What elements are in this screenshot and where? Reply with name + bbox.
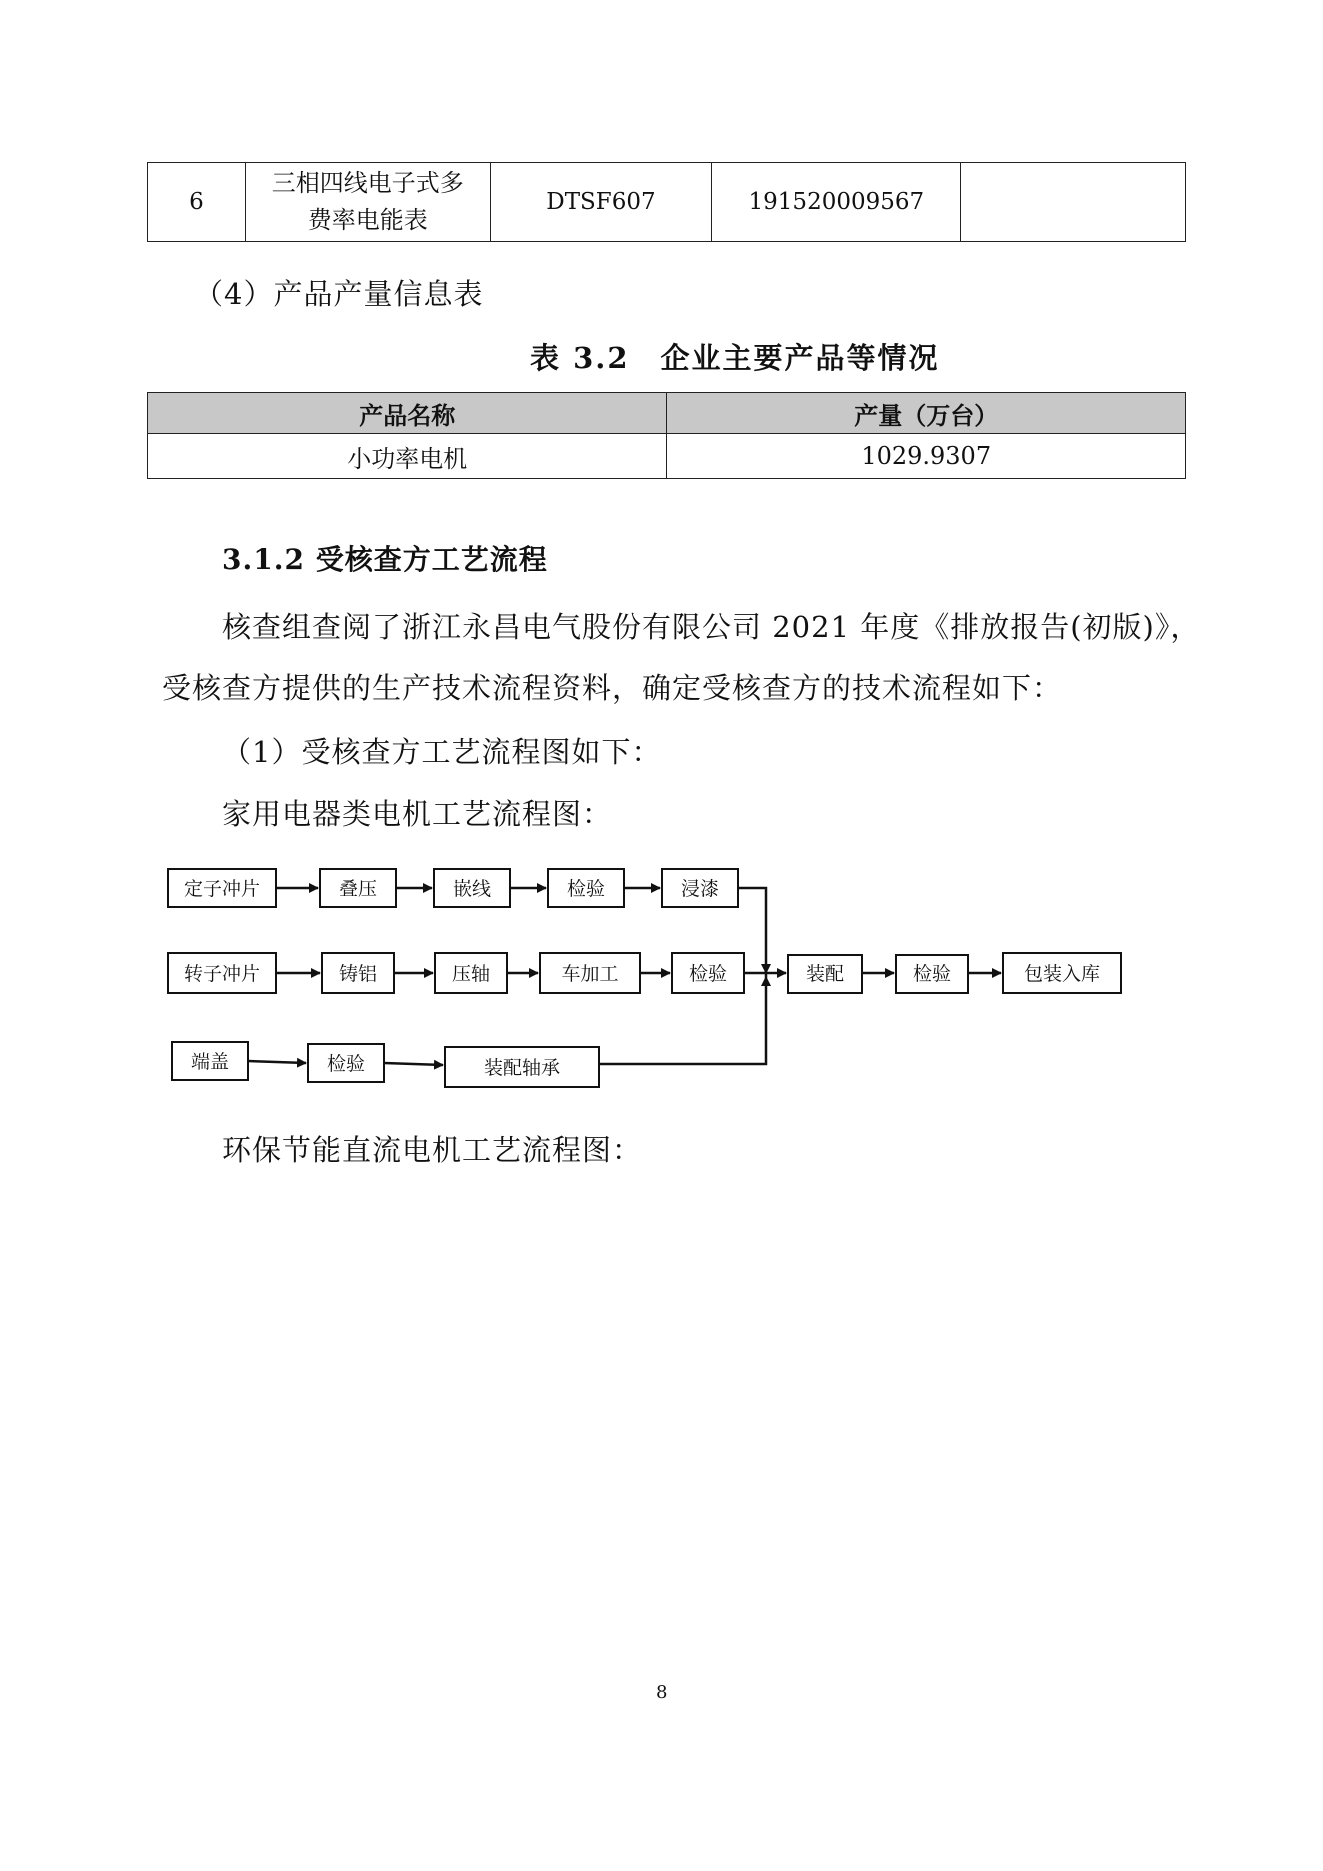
- header-output: 产量（万台）: [667, 393, 1186, 434]
- device-note: [961, 163, 1186, 242]
- svg-text:浸漆: 浸漆: [680, 878, 720, 900]
- device-model: DTSF607: [490, 163, 712, 242]
- flow-node-aluminum-casting: [322, 953, 394, 993]
- svg-text:叠压: 叠压: [338, 878, 378, 900]
- svg-text:检验: 检验: [688, 963, 728, 985]
- svg-text:嵌线: 嵌线: [452, 878, 492, 900]
- production-heading: （4）产品产量信息表: [194, 277, 484, 311]
- flow-node-end-cover: [172, 1042, 248, 1080]
- svg-text:检验: 检验: [912, 963, 952, 985]
- header-product-name: 产品名称: [148, 393, 667, 434]
- device-serial: 191520009567: [712, 163, 961, 242]
- table-caption: 表 3.2 企业主要产品等情况: [530, 341, 940, 375]
- product-name: 小功率电机: [148, 434, 667, 479]
- svg-text:车加工: 车加工: [561, 963, 619, 985]
- svg-text:装配轴承: 装配轴承: [483, 1057, 561, 1079]
- table-row: [148, 163, 1186, 242]
- device-name-line2: 费率电能表: [307, 206, 428, 234]
- row1-arrows: [276, 888, 766, 973]
- svg-text:检验: 检验: [566, 878, 606, 900]
- process-flowchart: [150, 855, 1140, 1105]
- flow-node-inspection-final: [896, 955, 968, 993]
- svg-text:定子冲片: 定子冲片: [183, 878, 261, 900]
- flow-node-shaft-pressing: [435, 953, 507, 993]
- flow-node-inspection-2: [672, 953, 744, 993]
- svg-text:转子冲片: 转子冲片: [183, 963, 261, 985]
- svg-text:压轴: 压轴: [451, 963, 491, 985]
- device-name: [245, 163, 490, 242]
- flow-node-laminating: [320, 869, 396, 907]
- flow-node-inspection-1: [548, 869, 624, 907]
- body-paragraph-line1: 核查组查阅了浙江永昌电气股份有限公司 2021 年度《排放报告(初版)》，: [222, 610, 1201, 644]
- flow-node-bearing-assembly: [445, 1047, 599, 1087]
- svg-text:装配: 装配: [805, 963, 845, 985]
- production-table: [147, 392, 1186, 479]
- flow-node-winding: [434, 869, 510, 907]
- flow-node-varnishing: [662, 869, 738, 907]
- device-table: [147, 162, 1186, 242]
- svg-text:检验: 检验: [326, 1053, 366, 1075]
- device-name-line1: 三相四线电子式多: [271, 169, 464, 197]
- diagram2-title: 环保节能直流电机工艺流程图：: [222, 1133, 643, 1167]
- section-heading: 3.1.2 受核查方工艺流程: [222, 543, 548, 576]
- svg-text:端盖: 端盖: [190, 1051, 230, 1073]
- flow-node-rotor-punching: [168, 953, 276, 993]
- table-row: [148, 434, 1186, 479]
- body-paragraph-line2: 受核查方提供的生产技术流程资料，确定受核查方的技术流程如下：: [162, 671, 1063, 705]
- table-header-row: [148, 393, 1186, 434]
- flow-node-packaging: [1003, 953, 1121, 993]
- row-index: 6: [148, 163, 246, 242]
- svg-text:铸铝: 铸铝: [338, 963, 378, 985]
- flow-node-inspection-3: [308, 1044, 384, 1082]
- svg-text:包装入库: 包装入库: [1023, 963, 1101, 985]
- flow-intro: （1）受核查方工艺流程图如下：: [222, 735, 662, 769]
- page-number: 8: [656, 1682, 668, 1703]
- diagram1-title: 家用电器类电机工艺流程图：: [222, 797, 613, 831]
- product-output: 1029.9307: [667, 434, 1186, 479]
- flow-node-assembly: [788, 955, 862, 993]
- flow-node-turning: [540, 953, 640, 993]
- flow-node-stator-punching: [168, 869, 276, 907]
